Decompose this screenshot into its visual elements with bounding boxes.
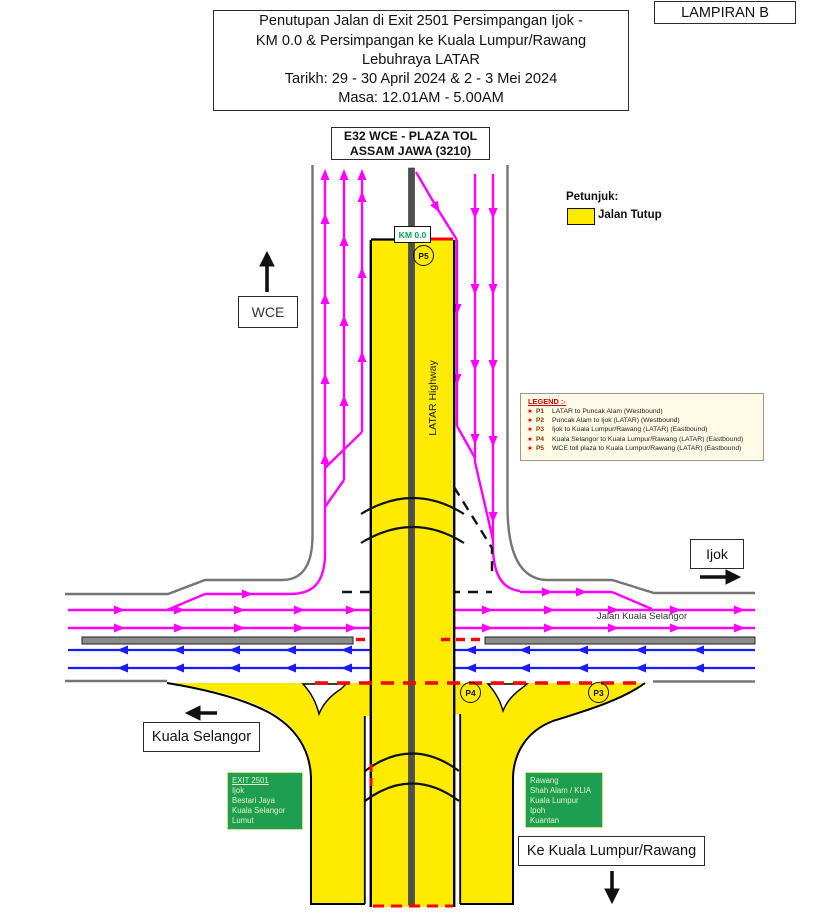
legend-item (524, 444, 763, 453)
legend-item (524, 425, 763, 434)
diversion-marker-icon: ✶ (526, 416, 534, 426)
wce-direction-arrow-icon (260, 252, 274, 292)
rawang-guide-sign (525, 772, 603, 828)
km-marker-label: KM 0.0 (394, 226, 431, 243)
diversion-marker-icon: ✶ (526, 425, 534, 435)
diversion-point-p4-badge: P4 (460, 682, 481, 703)
legend-item-text: Puncak Alam to Ijok (LATAR) (Westbound) (552, 417, 680, 425)
legend-item-code: P1 (536, 408, 545, 416)
latar-highway-road-name: LATAR Highway (427, 360, 439, 436)
kuala-selangor-direction-arrow-icon (186, 706, 217, 720)
latar-highway-carriageway (371, 168, 454, 907)
legend-item (524, 435, 763, 444)
legend-box (520, 393, 764, 461)
guide-sign-line: Kuala Lumpur (530, 796, 579, 805)
notice-title-box (213, 10, 629, 111)
title-line-4: Tarikh: 29 - 30 April 2024 & 2 - 3 Mei 2024 (284, 71, 558, 88)
toll-plaza-label-box (331, 127, 490, 160)
legend-item-code: P4 (536, 435, 545, 443)
ijok-direction-arrow-icon (700, 570, 740, 584)
legend-item-code: P2 (536, 417, 545, 425)
guide-sign-line: Shah Alam / KLIA (530, 786, 592, 795)
guide-sign-line: Rawang (530, 776, 559, 785)
guide-sign-line: Lumut (232, 816, 254, 825)
diversion-marker-icon: ✶ (526, 443, 534, 453)
guide-sign-line: Bestari Jaya (232, 796, 275, 805)
key-heading: Petunjuk: (566, 191, 619, 203)
legend-item-text: WCE toll plaza to Kuala Lumpur/Rawang (LATAR) (Eastbound) (552, 444, 742, 452)
jalan-kuala-selangor-road-name: Jalan Kuala Selangor (596, 611, 688, 622)
legend-item (524, 416, 763, 425)
toll-plaza-line-1: E32 WCE - PLAZA TOL (343, 128, 478, 143)
title-line-3: Lebuhraya LATAR (362, 51, 480, 68)
title-line-1: Penutupan Jalan di Exit 2501 Persimpangan Ijok - (259, 13, 583, 30)
ijok-label-box: Ijok (690, 539, 744, 569)
guide-sign-line: Kuantan (530, 816, 560, 825)
legend-item-text: LATAR to Puncak Alam (Westbound) (552, 408, 663, 416)
closed-slip-dashed-diagonal (454, 487, 492, 578)
diversion-point-p5-badge: P5 (413, 245, 434, 266)
wce-label-box: WCE (238, 296, 298, 328)
guide-sign-line: Kuala Selangor (232, 806, 286, 815)
toll-plaza-line-2: ASSAM JAWA (3210) (349, 143, 472, 158)
legend-item-code: P5 (536, 444, 545, 452)
guide-sign-line: Ijok (232, 786, 245, 795)
legend-item-text: Ijok to Kuala Lumpur/Rawang (LATAR) (Eastbound) (552, 426, 708, 434)
ke-kl-direction-arrow-icon (605, 871, 619, 903)
diversion-marker-icon: ✶ (526, 407, 534, 417)
title-line-5: Masa: 12.01AM - 5.00AM (338, 90, 504, 107)
title-line-2: KM 0.0 & Persimpangan ke Kuala Lumpur/Rawang (255, 32, 587, 49)
diversion-marker-icon: ✶ (526, 434, 534, 444)
closed-road-color-swatch (567, 208, 595, 225)
legend-item (524, 407, 763, 416)
guide-sign-line: Ipoh (530, 806, 546, 815)
diversion-point-p3-badge: P3 (588, 682, 609, 703)
annex-label: LAMPIRAN B (654, 1, 796, 24)
legend-heading: LEGEND :- (528, 397, 566, 406)
exit-2501-guide-sign (227, 772, 303, 830)
legend-item-code: P3 (536, 426, 545, 434)
ke-kuala-lumpur-label-box: Ke Kuala Lumpur/Rawang (518, 836, 705, 866)
legend-item-text: Kuala Selangor to Kuala Lumpur/Rawang (LATAR) (Eastbound) (552, 435, 744, 443)
latar-median-line (409, 168, 415, 905)
closed-road-key-label: Jalan Tutup (598, 209, 662, 221)
guide-sign-line: EXIT 2501 (232, 776, 269, 785)
kuala-selangor-label-box: Kuala Selangor (143, 722, 260, 752)
